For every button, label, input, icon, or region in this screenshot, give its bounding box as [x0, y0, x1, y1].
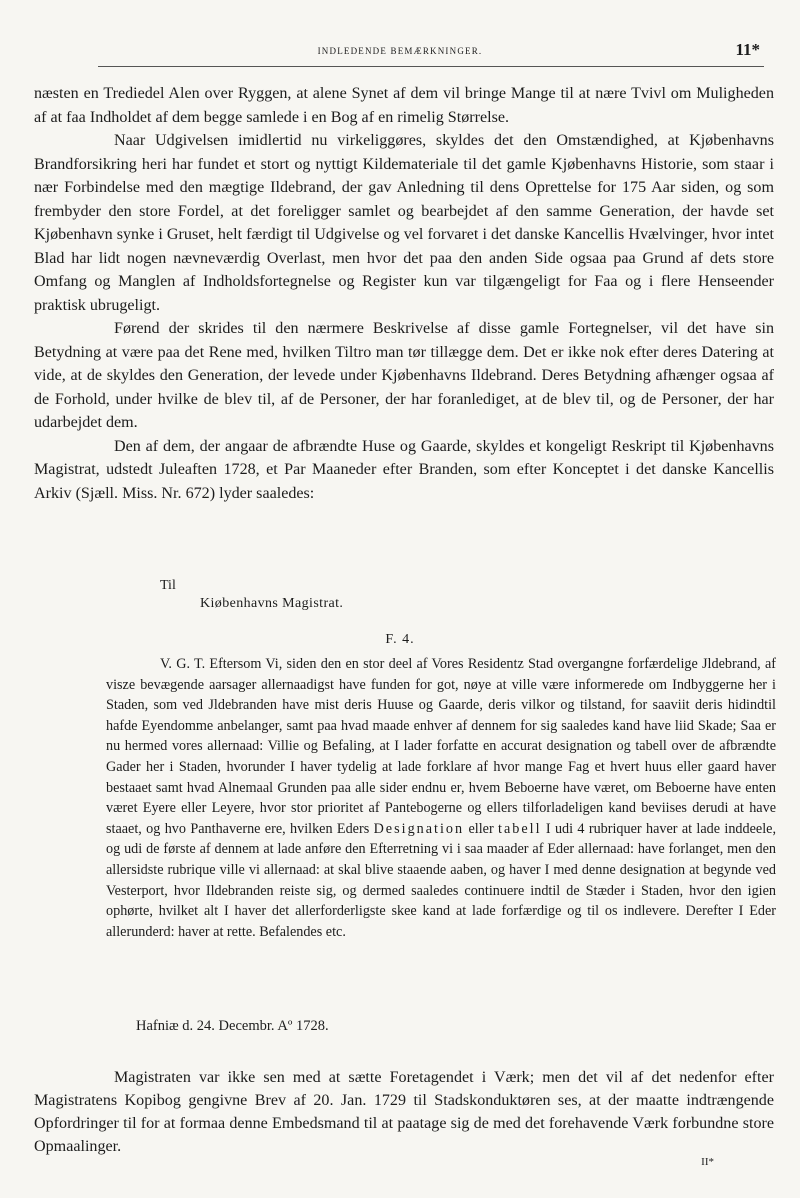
body-text: [34, 82, 774, 505]
header-rule: [98, 66, 764, 67]
rescript-spaced-tabell: tabell: [498, 820, 542, 837]
closing-paragraph: Magistraten var ikke sen med at sætte Foretagendet i Værk; men det vil af det nedenfor efter Magistratens Kopibog gengivne Brev af 20. Jan. 1729 til Stadskonduktøren ses, at der maatte indtrængende Opfordringer til for at formaa denne Embedsmand til at paatage sig de med det forehavende Værk forbundne store Opmaalinger.: [34, 1069, 774, 1155]
rescript-spaced-designation: Designation: [373, 820, 465, 837]
signature-mark: II*: [701, 1156, 714, 1168]
page-number: 11*: [735, 40, 760, 59]
rescript-addressee: Kiøbenhavns Magistrat.: [200, 596, 344, 611]
paragraph-1: næsten en Trediedel Alen over Ryggen, at alene Synet af dem vil bringe Mange til at nære Tvivl om Muligheden af at faa Indholdet af dem begge samlede i en Bog af en rimelig Størrelse.: [34, 85, 774, 126]
paragraph-4: Den af dem, der angaar de afbrændte Huse og Gaarde, skyldes et kongeligt Reskript til Kjøbenhavns Magistrat, udstedt Juleaften 1728, et Par Maaneder efter Branden, som efter Konceptet i det danske Kancellis Arkiv (Sjæll. Miss. Nr. 672) lyder saaledes:: [34, 437, 774, 502]
rescript-text-c: I udi 4 rubriquer haver at lade inddeele, og udi de første af dennem at lade anføre den Efterretning vi i saa maader af Eder allernaad: have forlanget, men den allersidste rubrique ville vi allernaad: at skal blive staaende aaben, og haver I med denne designation at begynde ved Vesterport, hvor Ildebranden reiste sig, og dermed saaledes continuere indtil de Stæder i Staden, hvor den igien ophørte, hvilket alt I haver det allerforderligste skee kand at lade forfærdige og til os indlevere. Derefter I Eder allerunderd: haver at rette. Befalendes etc.: [106, 820, 776, 940]
rescript-number: F. 4.: [385, 632, 415, 647]
rescript-text-b: eller: [468, 820, 494, 837]
rescript-paragraph: [106, 654, 776, 942]
rescript-body: [106, 654, 776, 942]
page-header: [0, 40, 800, 66]
rescript-text-a: V. G. T. Eftersom Vi, siden den en stor deel af Vores Residentz Stad overgangne forfærdelige Jldebrand, af visze bevægende aarsager allernaadigst have funden for got, nøye at ville være informerede om Indbyggerne her i Staden, som ved Jldebranden have mist deris Huuse og Gaarde, deris vilkor og tilstand, for saaviit deris hidindtil hafde Eyendomme anbelanger, samt paa hvad maade enhver af dennem for sig saaledes kand have liid Skade; Saa er nu hermed vores allernaad: Villie og Befaling, at I lader forfatte en accurat designation og tabell over de afbrændte Gader her i Staden, hvorunder I haver tydelig at lade forklare af hvor mange Fag et hvert huus eller gaard haver bestaaet samt hvad Alnemaal Grunden paa alle sider endnu er, hvem Beboerne have været, om Beboerne have enten været Eyere eller Leyere, hvor stor prioritet af Pantebogerne og ellers tilforladeligen kand beviises derudi at have staaet, og hvo Panthaverne ere, hvilken Eders: [106, 656, 776, 837]
paragraph-2: Naar Udgivelsen imidlertid nu virkeliggøres, skyldes det den Omstændighed, at Kjøbenhavns Brandforsikring heri har fundet et stort og nyttigt Kildemateriale til det gamle Kjøbenhavns Historie, som staar i nær Forbindelse med den mægtige Ildebrand, der gav Anledning til dens Oprettelse for 175 Aar siden, og som frembyder den store Fordel, at det foreligger samlet og bearbejdet af den samme Generation, der havde set Kjøbenhavn synke i Gruset, helt færdigt til Udgivelse og vel forvaret i det danske Kancellis Hvælvinger, hvor intet Blad har lidt nogen nævneværdig Overlast, men hvor det paa den anden Side ogsaa paa Grund af dets store Omfang og Manglen af Indholdsfortegnelse og Register kun var tilgængeligt for Faa og i flere Henseender praktisk ubrugeligt.: [34, 132, 774, 314]
rescript-date: Hafniæ d. 24. Decembr. Aº 1728.: [136, 1018, 329, 1034]
paragraph-3: Førend der skrides til den nærmere Beskrivelse af disse gamle Fortegnelser, vil det have sin Betydning at være paa det Rene med, hvilken Tiltro man tør tillægge dem. Det er ikke nok efter deres Datering at vide, at de skyldes den Generation, der levede under Kjøbenhavns Ildebrand. Deres Betydning afhænger ogsaa af de Forhold, under hvilke de blev til, af de Personer, der har foranlediget, at de blev til, og de Personer, der har udarbejdet dem.: [34, 320, 774, 431]
running-head: INDLEDENDE BEMÆRKNINGER.: [317, 46, 483, 56]
closing-text: [34, 1066, 774, 1158]
rescript-til: Til: [160, 578, 176, 593]
